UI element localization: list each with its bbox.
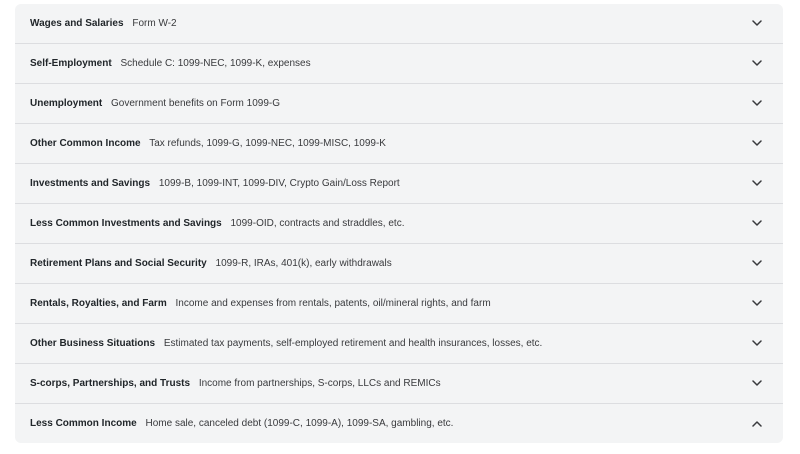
row-description: Income from partnerships, S-corps, LLCs and REMICs: [198, 378, 441, 389]
row-label: [30, 218, 750, 229]
row-description: Schedule C: 1099-NEC, 1099-K, expenses: [120, 58, 311, 69]
row-description: Form W-2: [132, 18, 177, 29]
chevron-down-icon[interactable]: [750, 177, 764, 191]
row-title: Less Common Investments and Savings: [30, 218, 222, 229]
row-label: [30, 138, 750, 149]
row-description: Tax refunds, 1099-G, 1099-NEC, 1099-MISC, 1099-K: [149, 138, 386, 149]
accordion-row-unemployment[interactable]: [15, 84, 783, 124]
chevron-down-icon[interactable]: [750, 97, 764, 111]
chevron-down-icon[interactable]: [750, 217, 764, 231]
row-label: [30, 338, 750, 349]
accordion-row-other-common-income[interactable]: [15, 124, 783, 164]
row-title: Wages and Salaries: [30, 18, 124, 29]
chevron-down-icon[interactable]: [750, 17, 764, 31]
row-description: Income and expenses from rentals, patents, oil/mineral rights, and farm: [175, 298, 491, 309]
row-title: Self-Employment: [30, 58, 112, 69]
row-label: [30, 418, 750, 429]
row-label: [30, 178, 750, 189]
chevron-down-icon[interactable]: [750, 377, 764, 391]
accordion-row-other-business-situations[interactable]: [15, 324, 783, 364]
accordion-row-less-common-income[interactable]: [15, 404, 783, 443]
accordion-row-self-employment[interactable]: [15, 44, 783, 84]
chevron-down-icon[interactable]: [750, 337, 764, 351]
income-category-accordion: [15, 4, 783, 443]
row-label: [30, 298, 750, 309]
row-description: Government benefits on Form 1099-G: [111, 98, 280, 109]
chevron-down-icon[interactable]: [750, 137, 764, 151]
accordion-row-less-common-investments[interactable]: [15, 204, 783, 244]
accordion-row-s-corps-partnerships-trusts[interactable]: [15, 364, 783, 404]
row-description: Home sale, canceled debt (1099-C, 1099-A), 1099-SA, gambling, etc.: [145, 418, 454, 429]
row-label: [30, 378, 750, 389]
row-label: [30, 98, 750, 109]
chevron-down-icon[interactable]: [750, 257, 764, 271]
row-title: Investments and Savings: [30, 178, 151, 189]
accordion-row-retirement-and-social-security[interactable]: [15, 244, 783, 284]
chevron-up-icon[interactable]: [750, 417, 764, 431]
row-title: Retirement Plans and Social Security: [30, 258, 207, 269]
row-title: Other Common Income: [30, 138, 141, 149]
row-title: S-corps, Partnerships, and Trusts: [30, 378, 191, 389]
row-description: 1099-R, IRAs, 401(k), early withdrawals: [215, 258, 392, 269]
row-title: Unemployment: [30, 98, 103, 109]
row-description: 1099-OID, contracts and straddles, etc.: [230, 218, 405, 229]
row-label: [30, 18, 750, 29]
row-title: Less Common Income: [30, 418, 137, 429]
row-label: [30, 258, 750, 269]
accordion-row-rentals-royalties-farm[interactable]: [15, 284, 783, 324]
row-title: Other Business Situations: [30, 338, 156, 349]
chevron-down-icon[interactable]: [750, 297, 764, 311]
accordion-row-investments-and-savings[interactable]: [15, 164, 783, 204]
row-title: Rentals, Royalties, and Farm: [30, 298, 167, 309]
row-label: [30, 58, 750, 69]
chevron-down-icon[interactable]: [750, 57, 764, 71]
accordion-row-wages-and-salaries[interactable]: [15, 4, 783, 44]
row-description: Estimated tax payments, self-employed retirement and health insurances, losses, etc.: [163, 338, 543, 349]
row-description: 1099-B, 1099-INT, 1099-DIV, Crypto Gain/Loss Report: [158, 178, 400, 189]
